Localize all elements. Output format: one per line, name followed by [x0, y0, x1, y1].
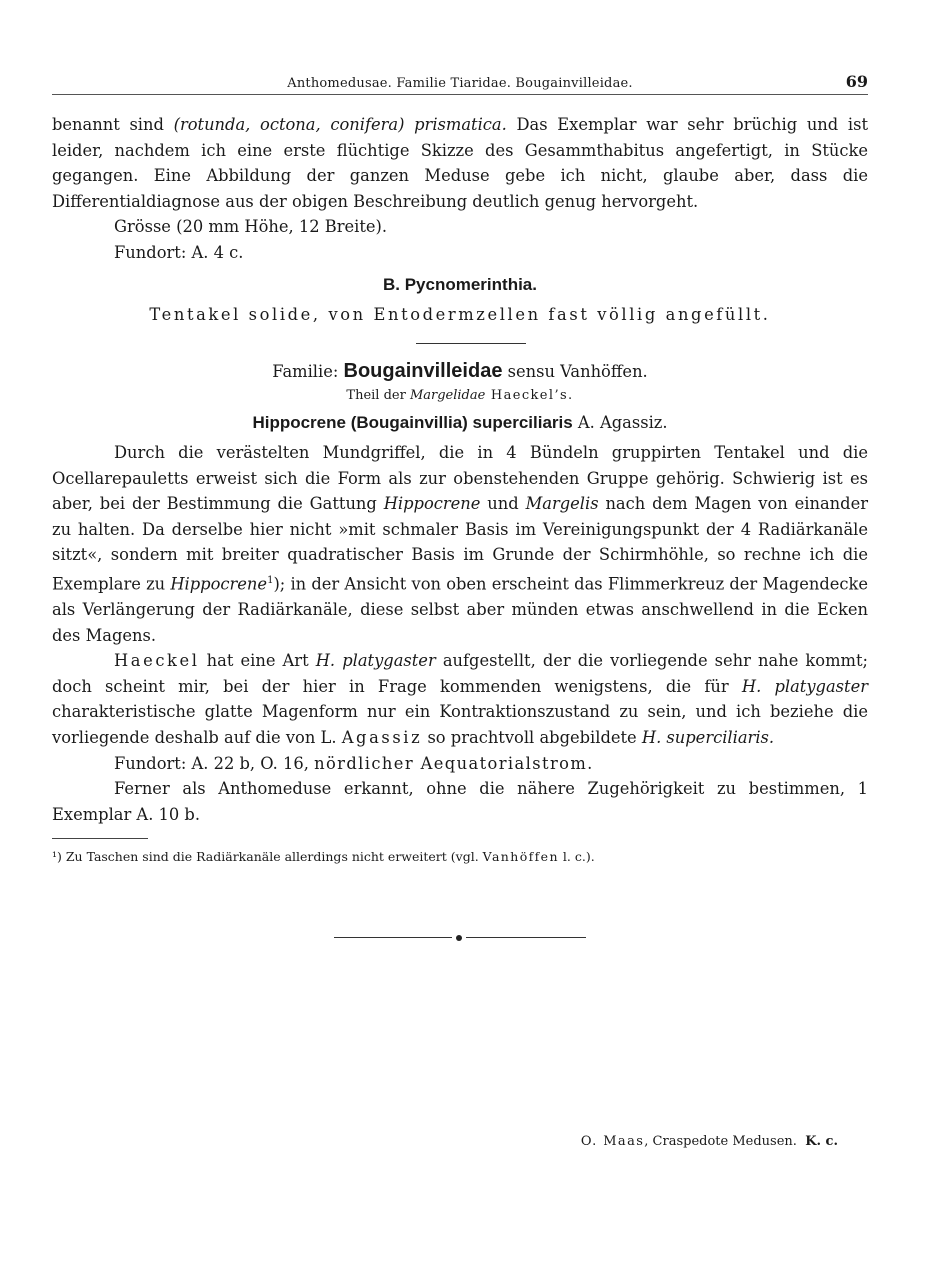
main-text-top	[52, 112, 868, 266]
page-number: 69	[845, 72, 868, 91]
family-heading: Familie: Bougainvilleidae sensu Vanhöffen.	[272, 360, 648, 382]
footnote-ref: 1	[267, 574, 274, 586]
footnote: ¹) Zu Taschen sind die Radiärkanäle allerdings nicht erweitert (vgl. Vanhöffen l. c.).	[52, 849, 595, 864]
paragraph-1: benannt sind (rotunda, octona, conifera) prismatica. Das Exemplar war sehr brüchig und ist leider, nachdem ich eine erste flüchtige Skizze des Gesammthabitus angefertigt, in Stücke gegangen. Eine Abbildung der ganzen Meduse gebe ich nicht, glaube aber, dass die Differentialdiagnose aus der obigen Beschreibung deutlich genug hervorgeht.	[52, 115, 868, 211]
section-b	[52, 272, 868, 327]
section-heading: B. Pycnomerinthia.	[383, 275, 537, 294]
species-name: Hippocrene (Bougainvillia) superciliaris	[252, 412, 573, 432]
running-title: Anthomedusae. Familie Tiaridae. Bougainvilleidae.	[287, 76, 633, 91]
main-text-species	[52, 440, 868, 827]
family-name: Bougainvilleidae	[343, 360, 503, 382]
subfamily-note: Theil der Margelidae Haeckel’s.	[346, 387, 574, 403]
species-heading: Hippocrene (Bougainvillia) superciliaris A. Agassiz.	[252, 412, 668, 432]
footnote-divider	[52, 838, 148, 839]
section-divider	[416, 343, 526, 344]
paragraph-4: Ferner als Anthomeduse erkannt, ohne die nähere Zugehörigkeit zu bestimmen, 1 Exemplar A. 10 b.	[52, 779, 868, 824]
paragraph-2: Durch die verästelten Mundgriffel, die in 4 Bündeln gruppirten Tentakel und die Ocellarepauletts erweist sich die Form als zur obenstehenden Gruppe gehörig. Schwierig ist es aber, bei der Bestimmung die Gattung Hippocrene und Margelis nach dem Magen von einander zu halten. Da derselbe hier nicht »mit schmaler Basis im Vereinigungspunkt der 4 Radiärkanäle sitzt«, sondern mit breiter quadratischer Basis im Grunde der Schirmhöhle, so rechne ich die Exemplare zu Hippocrene$^1$); in der Ansicht von oben erscheint das Flimmerkreuz der Magendecke als Verlängerung der Radiärkanäle, diese selbst aber münden etwas anschwellend in die Ecken des Magens.	[52, 443, 869, 645]
paragraph-3: Haeckel hat eine Art H. platygaster aufgestellt, der die vorliegende sehr nahe kommt; doch scheint mir, bei der hier in Frage kommenden wenigstens, die für H. platygaster charakteristische glatte Magenform nur ein Kontraktionszustand zu sein, und ich beziehe die vorliegende deshalb auf die von L. Agassiz so prachtvoll abgebildete H. superciliaris.	[52, 651, 869, 747]
running-header	[52, 74, 868, 95]
species-list-italic: (rotunda, octona, conifera) prismatica.	[173, 115, 507, 134]
family-block	[52, 359, 868, 435]
section-description: Tentakel solide, von Entodermzellen fast völlig angefüllt.	[149, 304, 771, 324]
sheet-mark: K. c.	[805, 1134, 838, 1149]
end-ornament	[334, 935, 586, 941]
signature-line: O. Maas, Craspedote Medusen. K. c.	[580, 1134, 838, 1149]
fundort-line-1: Fundort: A. 4 c.	[114, 242, 244, 262]
size-line: Grösse (20 mm Höhe, 12 Breite).	[114, 217, 388, 237]
fundort-line-2: Fundort: A. 22 b, O. 16, nördlicher Aequatorialstrom.	[114, 753, 594, 773]
